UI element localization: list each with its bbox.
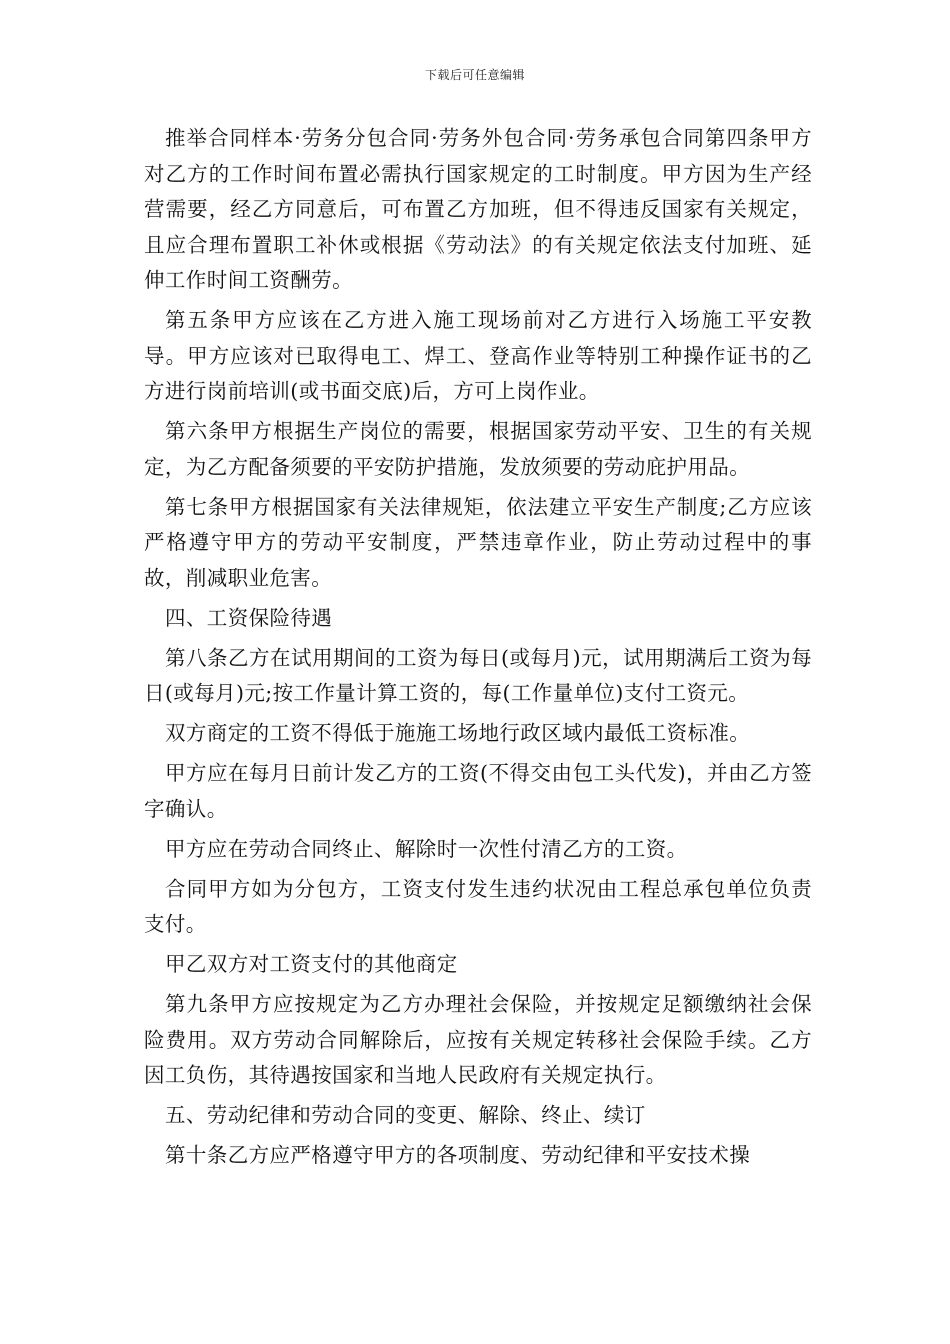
section-heading: 五、劳动纪律和劳动合同的变更、解除、终止、续订 bbox=[165, 1103, 646, 1127]
paragraph: 第五条甲方应该在乙方进入施工现场前对乙方进行入场施工平安教导。甲方应该对已取得电工、焊工、登高作业等特别工种操作证书的乙方进行岗前培训(或书面交底)后，方可上岗作业。 bbox=[144, 308, 812, 403]
page-header-note: 下载后可任意编辑 bbox=[424, 68, 525, 82]
paragraph: 第六条甲方根据生产岗位的需要，根据国家劳动平安、卫生的有关规定，为乙方配备须要的平安防护措施，发放须要的劳动庇护用品。 bbox=[144, 419, 812, 479]
paragraph: 第九条甲方应按规定为乙方办理社会保险，并按规定足额缴纳社会保险费用。双方劳动合同解除后，应按有关规定转移社会保险手续。乙方因工负伤，其待遇按国家和当地人民政府有关规定执行。 bbox=[144, 992, 812, 1087]
paragraph: 甲乙双方对工资支付的其他商定 bbox=[165, 952, 458, 976]
paragraph: 合同甲方如为分包方，工资支付发生违约状况由工程总承包单位负责支付。 bbox=[144, 876, 812, 936]
section-heading: 四、工资保险待遇 bbox=[165, 605, 333, 630]
paragraph: 双方商定的工资不得低于施施工场地行政区域内最低工资标准。 bbox=[165, 721, 751, 745]
paragraph: 第七条甲方根据国家有关法律规矩，依法建立平安生产制度;乙方应该严格遵守甲方的劳动平安制度，严禁违章作业，防止劳动过程中的事故，削减职业危害。 bbox=[144, 494, 812, 590]
paragraph: 推举合同样本·劳务分包合同·劳务外包合同·劳务承包合同第四条甲方对乙方的工作时间布置必需执行国家规定的工时制度。甲方因为生产经营需要，经乙方同意后，可布置乙方加班，但不得违反国家有关规定，且应合理布置职工补休或根据《劳动法》的有关规定依法支付加班、延伸工作时间工资酬劳。 bbox=[144, 126, 812, 292]
paragraph: 第十条乙方应严格遵守甲方的各项制度、劳动纪律和平安技术操 bbox=[165, 1143, 751, 1167]
paragraph: 甲方应在劳动合同终止、解除时一次性付清乙方的工资。 bbox=[165, 836, 688, 861]
paragraph: 甲方应在每月日前计发乙方的工资(不得交由包工头代发)，并由乙方签字确认。 bbox=[144, 761, 812, 821]
document-body bbox=[144, 121, 812, 1178]
paragraph: 第八条乙方在试用期间的工资为每日(或每月)元，试用期满后工资为每日(或每月)元;按工作量计算工资的，每(工作量单位)支付工资元。 bbox=[144, 645, 812, 705]
